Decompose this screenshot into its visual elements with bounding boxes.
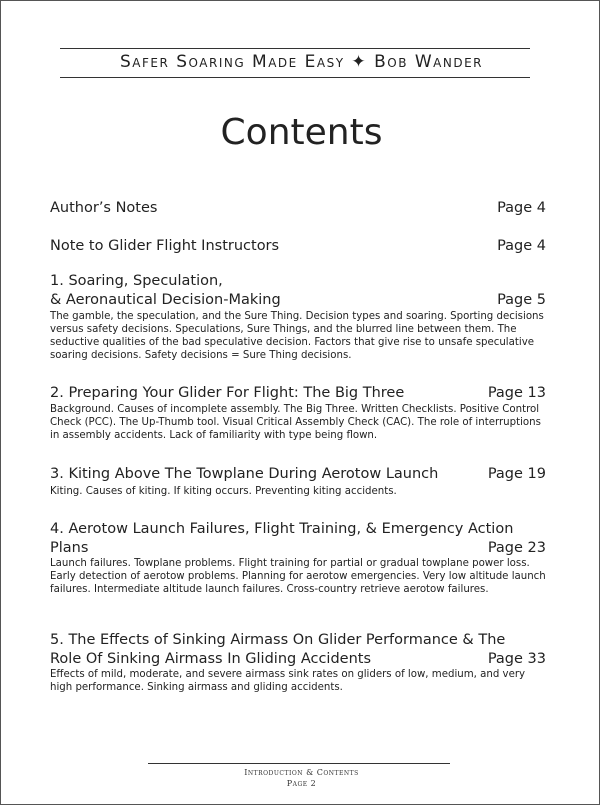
toc-entry-title: 2. Preparing Your Glider For Flight: The Big Three [50, 385, 405, 401]
toc-entry-description: Effects of mild, moderate, and severe airmass sink rates on gliders of low, medium, and very high performance. Sinking airmass and gliding accidents. [50, 669, 526, 693]
toc-entry-title: 5. The Effects of Sinking Airmass On Glider Performance & The [50, 632, 506, 648]
toc-entry-title: Author’s Notes [50, 200, 158, 216]
toc-entry-description: Kiting. Causes of kiting. If kiting occurs. Preventing kiting accidents. [50, 486, 397, 497]
toc-entry-page: Page 4 [497, 200, 546, 216]
header-rule-top [60, 48, 530, 49]
toc-entry-description: Background. Causes of incomplete assembly. The Big Three. Written Checklists. Positive Control Check (PCC). The Up-Thumb tool. Visual Critical Assembly Check (CAC). The role of interruptions in assembly accidents. Lack of familiarity with type being flown. [50, 404, 541, 441]
header-rule-bottom [60, 77, 530, 78]
toc-entry-title: 4. Aerotow Launch Failures, Flight Training, & Emergency Action [50, 521, 514, 537]
running-header: Safer Soaring Made Easy ✦ Bob Wander [120, 52, 483, 72]
toc-entry-page: Page 33 [487, 651, 546, 667]
toc-entry-page: Page 4 [497, 238, 546, 254]
toc-entry-description: The gamble, the speculation, and the Sure Thing. Decision types and soaring. Sporting decisions versus safety decisions. Speculations, Sure Things, and the blurred line between them. The seductive qualities of the bad speculative decision. Factors that give rise to unsafe speculative soaring decisions. Safety decisions = Sure Thing decisions. [50, 311, 544, 361]
toc-entry-page: Page 19 [487, 466, 546, 482]
toc-entry-page: Page 5 [497, 292, 546, 308]
toc-entry-description: Launch failures. Towplane problems. Flight training for partial or gradual towplane power loss. Early detection of aerotow problems. Planning for aerotow emergencies. Very low altitude launch failures. Intermediate altitude launch failures. Cross-country retrieve aerotow failures. [50, 558, 546, 595]
page-title: Contents [220, 112, 383, 153]
footer-rule [148, 763, 450, 764]
toc-entry-title: 3. Kiting Above The Towplane During Aerotow Launch [50, 466, 439, 482]
footer-page-number: Page 2 [286, 779, 317, 788]
toc-entry-title: Plans [50, 540, 89, 556]
toc-entry-title: Note to Glider Flight Instructors [50, 238, 280, 254]
toc-entry-title: 1. Soaring, Speculation, [50, 273, 223, 289]
toc-entry-title: & Aeronautical Decision-Making [50, 292, 281, 308]
toc-entry-page: Page 23 [487, 540, 546, 556]
toc-entry-page: Page 13 [487, 385, 546, 401]
toc-entry-title: Role Of Sinking Airmass In Gliding Accidents [50, 651, 372, 667]
footer-section-label: Introduction & Contents [244, 768, 359, 777]
